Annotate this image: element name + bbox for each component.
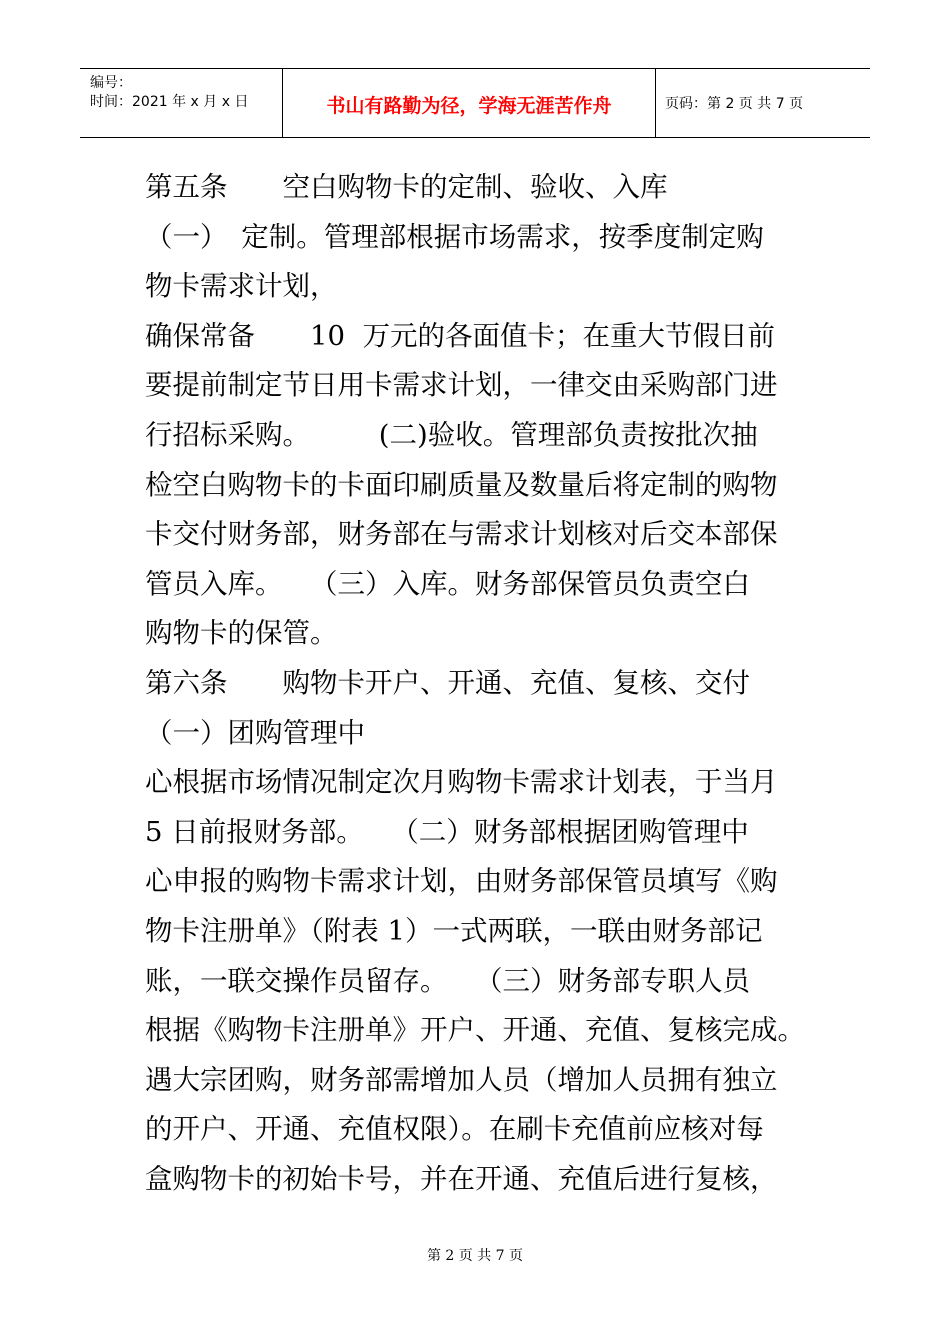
text-line: 心申报的购物卡需求计划，由财务部保管员填写《购 (145, 865, 778, 898)
text-line: 购物卡的保管。 (145, 617, 338, 650)
page-footer: 第 2 页 共 7 页 (426, 1248, 524, 1264)
text-line: 第五条 空白购物卡的定制、验收、入库 (145, 171, 668, 203)
header-motto-cell (282, 69, 656, 137)
text-line: 盒购物卡的初始卡号，并在开通、充值后进行复核， (145, 1162, 778, 1195)
text-line: 遇大宗团购，财务部需增加人员（增加人员拥有独立 (145, 1063, 778, 1096)
header-meta (80, 69, 282, 137)
doc-number-label: 编号： (90, 75, 132, 91)
text-line: 确保常备 10 万元的各面值卡；在重大节假日前 (145, 319, 775, 352)
header-page-cell (655, 69, 870, 137)
text-line: 根据《购物卡注册单》开户、开通、充值、复核完成。 (145, 1014, 805, 1047)
text-line: 第六条 购物卡开户、开通、充值、复核、交付 (145, 666, 750, 699)
text-line: 的开户、开通、充值权限）。在刷卡充值前应核对每 (145, 1113, 764, 1146)
text-line: 卡交付财务部，财务部在与需求计划核对后交本部保 (145, 518, 778, 551)
text-line: （一）团购管理中 (145, 716, 365, 749)
text-line: 要提前制定节日用卡需求计划，一律交由采购部门进 (145, 369, 778, 402)
text-line: 物卡需求计划， (145, 270, 338, 303)
document-body (145, 163, 835, 1204)
page-header (80, 68, 870, 138)
text-line: 账，一联交操作员留存。 （三）财务部专职人员 (145, 964, 750, 997)
text-line: 心根据市场情况制定次月购物卡需求计划表，于当月 (145, 766, 778, 799)
text-line: 物卡注册单》（附表 1）一式两联，一联由财务部记 (145, 914, 763, 947)
doc-date-label: 时间：2021 年 x 月 x 日 (90, 94, 249, 110)
text-line: （一） 定制。管理部根据市场需求，按季度制定购 (145, 220, 764, 253)
header-motto: 书山有路勤为径，学海无涯苦作舟 (326, 95, 612, 117)
text-line: 5 日前报财务部。 （二）财务部根据团购管理中 (145, 815, 749, 848)
text-line: 行招标采购。 (二)验收。管理部负责按批次抽 (145, 418, 758, 451)
text-line: 检空白购物卡的卡面印刷质量及数量后将定制的购物 (145, 468, 778, 501)
text-line: 管员入库。 （三）入库。财务部保管员负责空白 (145, 567, 750, 600)
header-page-number: 页码：第 2 页 共 7 页 (665, 96, 804, 112)
